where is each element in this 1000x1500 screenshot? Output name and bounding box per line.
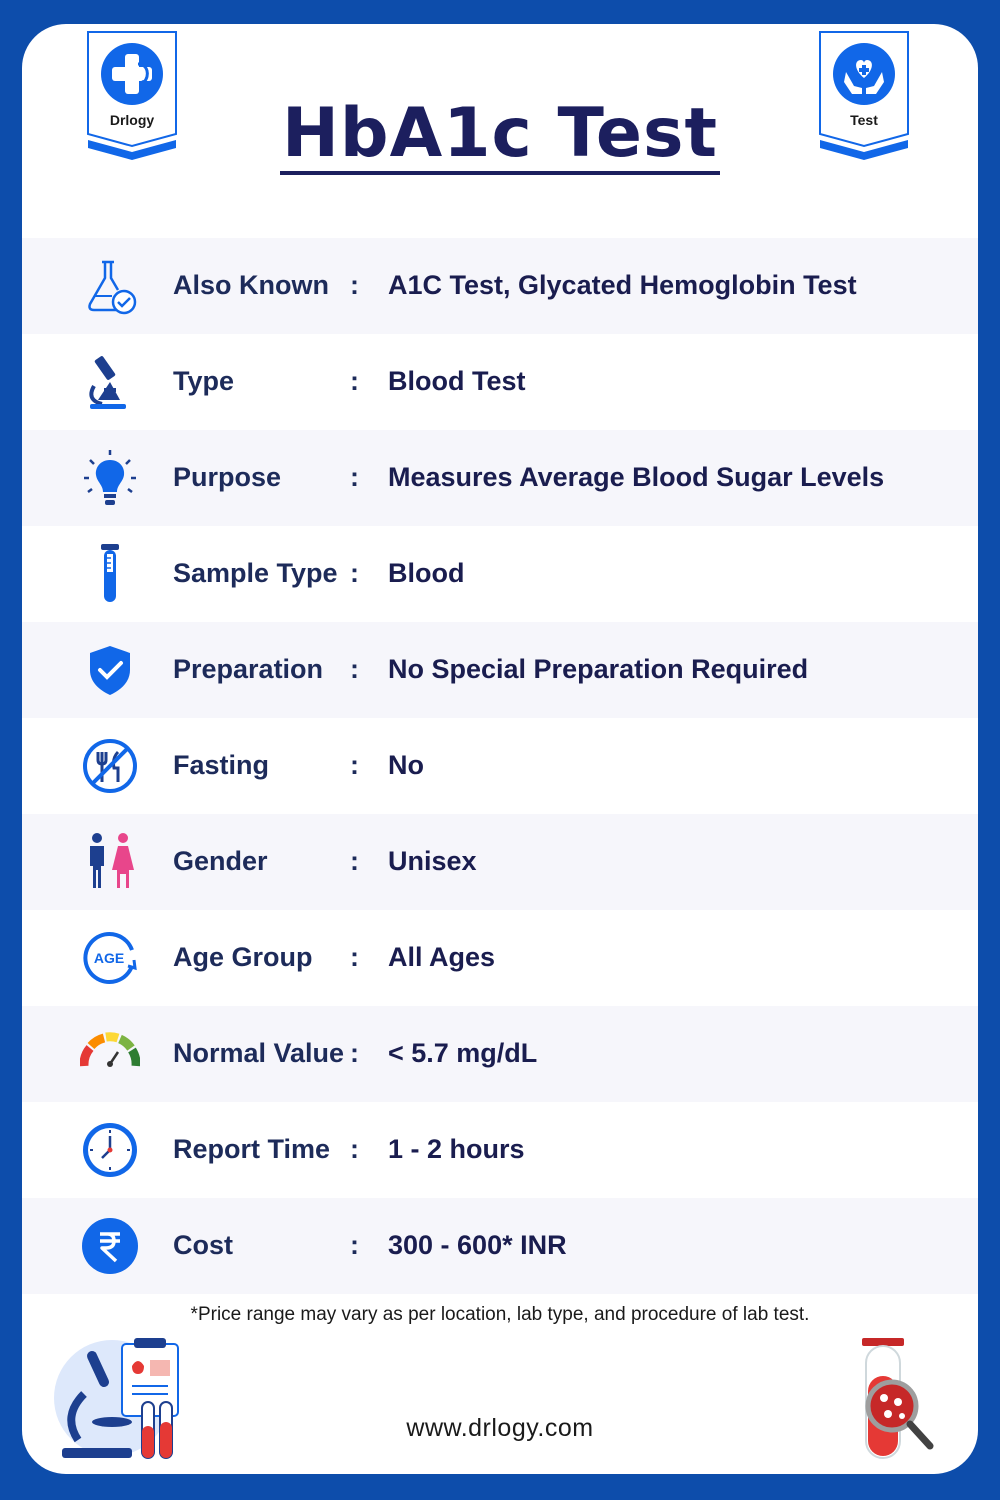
drlogy-badge-label: Drlogy [109,112,155,128]
row-label: Normal Value [173,1038,345,1068]
row-label: Purpose [173,462,282,492]
flask-check-icon [80,256,140,316]
row-label: Preparation [173,654,324,684]
male-female-icon [80,832,140,892]
row-purpose [22,430,978,526]
clock-icon [80,1120,140,1180]
info-card [22,24,978,1474]
row-colon: : [350,654,359,684]
test-badge [818,30,910,162]
age-icon [80,928,140,988]
row-colon: : [350,462,359,492]
row-sample-type [22,526,978,622]
row-colon: : [350,558,359,588]
row-label: Gender [173,846,268,876]
blood-tube-magnifier-icon [854,1336,954,1466]
no-food-icon [80,736,140,796]
row-colon: : [350,750,359,780]
shield-check-icon [80,640,140,700]
row-label: Also Known [173,270,329,300]
row-value: A1C Test, Glycated Hemoglobin Test [388,270,857,300]
row-label: Age Group [173,942,313,972]
microscope-icon [80,352,140,412]
row-colon: : [350,1230,359,1260]
row-value: Blood Test [388,366,526,396]
row-value: No Special Preparation Required [388,654,809,684]
test-tube-icon [80,544,140,604]
test-badge-label: Test [850,112,878,128]
row-label: Fasting [173,750,270,780]
row-value: < 5.7 mg/dL [388,1038,538,1068]
website-link[interactable]: www.drlogy.com [406,1414,594,1442]
row-fasting [22,718,978,814]
row-colon: : [350,366,359,396]
row-colon: : [350,942,359,972]
row-label: Report Time [173,1134,331,1164]
heart-hands-icon [832,42,896,106]
row-value: Unisex [388,846,477,876]
row-cost [22,1198,978,1294]
page-title: HbA1c Test [282,94,718,173]
row-value: 300 - 600* INR [388,1230,567,1260]
row-label: Type [173,366,235,396]
row-preparation [22,622,978,718]
row-colon: : [350,270,359,300]
row-value: No [388,750,424,780]
lightbulb-icon [80,448,140,508]
row-colon: : [350,1038,359,1068]
row-label: Cost [173,1230,233,1260]
row-value: All Ages [388,942,496,972]
row-age-group [22,910,978,1006]
svg-text:AGE: AGE [93,950,125,966]
lab-illustration-icon [52,1336,192,1466]
row-value: Measures Average Blood Sugar Levels [388,462,885,492]
row-value: Blood [388,558,465,588]
row-also-known [22,238,978,334]
row-gender [22,814,978,910]
price-footnote: *Price range may vary as per location, lab type, and procedure of lab test. [190,1304,810,1325]
rupee-icon [80,1216,140,1276]
info-table [22,238,978,1294]
gauge-icon [80,1024,140,1084]
row-label: Sample Type [173,558,338,588]
row-colon: : [350,846,359,876]
row-normal-value [22,1006,978,1102]
row-colon: : [350,1134,359,1164]
row-type [22,334,978,430]
row-value: 1 - 2 hours [388,1134,525,1164]
row-report-time [22,1102,978,1198]
